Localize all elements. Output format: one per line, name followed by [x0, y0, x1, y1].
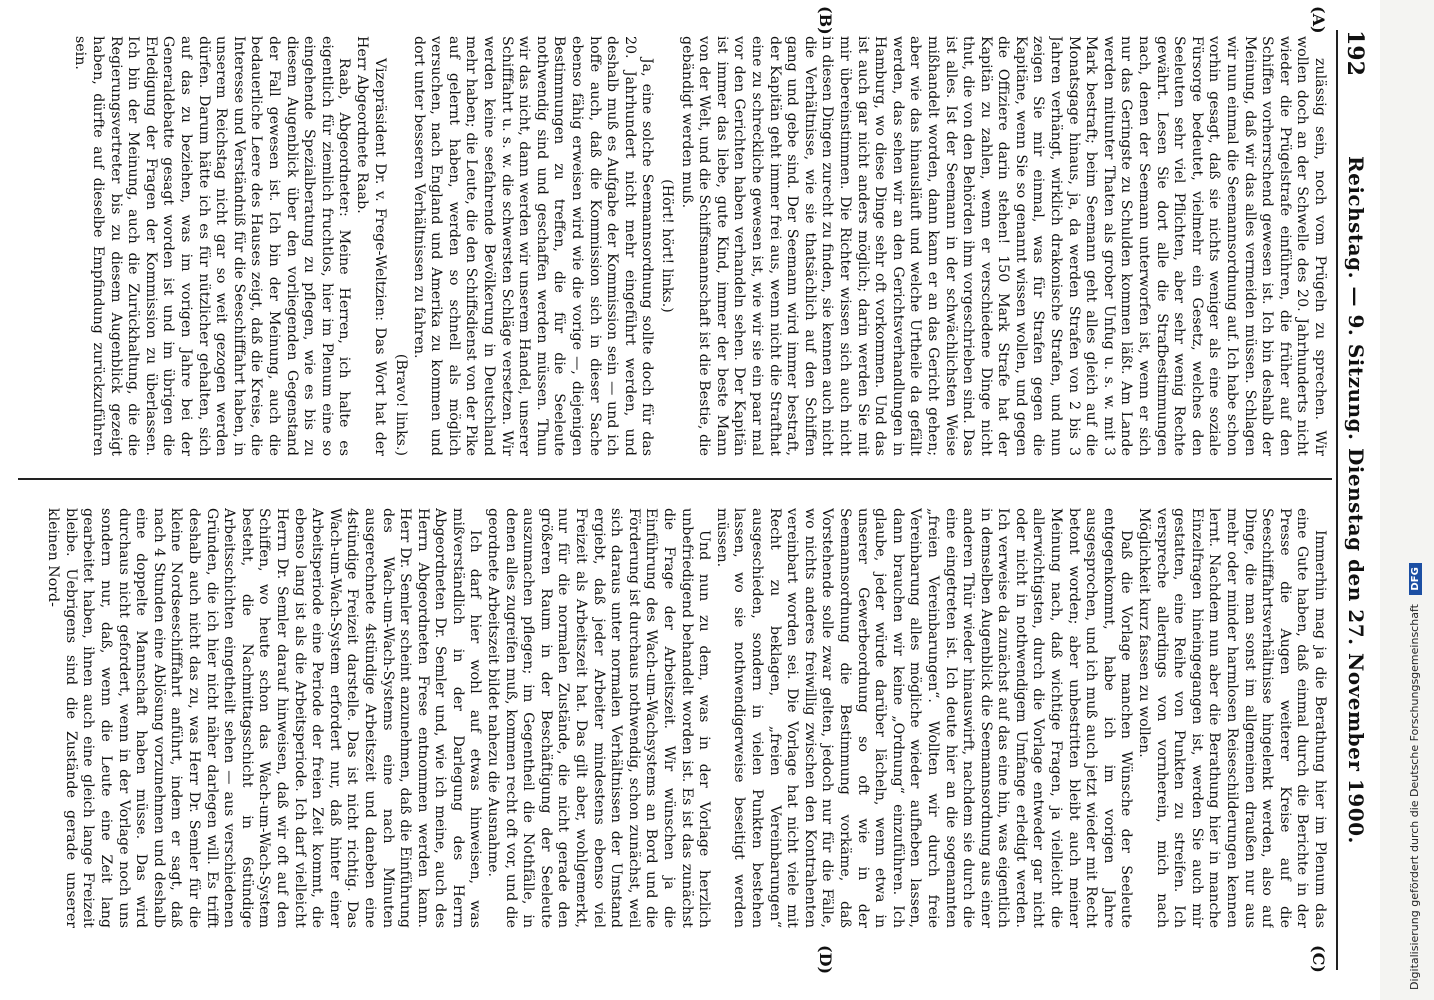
speaker-paragraph: Raab, Abgeordneter: Meine Herren, ich halte es eigentlich für ziemlich fruchtlos, hier im Plenum eine so eingehende Spezialberatung zu pflegen, wie es bis zu diesem Augenblick über den vorliegenden Gegenstand der Fall gewesen ist. Ich bin der Meinung, auch die bedauerliche Leere des Hauses zeigt, daß die Kreise, die Interesse und Verständniß für die Seeschifffahrt haben, in unserem Reichstag nicht gar so weit gezogen werden dürfen. Darum hätte ich es für nützlicher gehalten, sich auf das zu beziehen, was im vorigen Jahre bei der Generaldebatte gesagt worden ist und im übrigen die Erledigung der Fragen der Kommission zu überlassen. Ich bin der Meinung, auch die Zurückhaltung, die die Regierungsvertreter bis zu diesem Augenblick gezeigt haben, dürfte auf dieselbe Empfindung zurückzuführen sein.	[72, 36, 353, 456]
margin-letter-d: (D)	[816, 945, 835, 975]
right-text-column	[16, 508, 1328, 928]
speaker-paragraph: Vizepräsident Dr. v. Frege-Weltzien: Das Wort hat der Herr Abgeordnete Raab.	[353, 36, 388, 456]
interjection: (Bravo! links.)	[393, 353, 410, 456]
paragraph: zulässig sein, noch vom Prügeln zu sprechen. Wir wollen doch an der Schwelle des 20. Jahrhunderts nicht wieder die Prügelstrafe einführen, die früher auf den Schiffen vorherrschend gewesen ist. Ich bin deshalb der Meinung, daß wir das alles vermeiden müssen. Schlagen wir nun einmal die Seemannsordnung auf. Ich habe schon vorhin gesagt, daß sie nichts weniger als eine soziale Fürsorge bedeutet, vielmehr ein Gesetz, welches den Seeleuten sehr viel Pflichten, aber sehr wenig Rechte gewährt. Lesen Sie dort alle die Strafbestimmungen nach, denen der Seemann unterworfen ist, wenn er sich nur das Geringste zu Schulden kommen läßt. Am Lande werden mitunter Thaten als grober Unfug u. s. w. mit 3 Mark bestraft; beim Seemann geht alles gleich auf die Monatsgage hinaus, ja, da werden Strafen von 2 bis 3 Jahren verhängt, wirklich drakonische Strafen, und nun zeigen Sie mir einmal, was für Strafen gegen die Kapitäne, wenn Sie so genannt wissen wollen, und gegen die Offiziere darin stehen! 150 Mark Strafe hat der Kapitän zu zahlen, wenn er verschiedene Dinge nicht thut, die von den Behörden ihm vorgeschrieben sind. Das ist alles. Ist der Seemann in der schwächlichsten Weise mißhandelt worden, dann kann er an das Gericht gehen; aber wie das hinausläuft und welche Urtheile da gefällt werden, das sehen wir an den Gerichtsverhandlungen in Hamburg, wo diese Dinge sehr oft vorkommen. Und das ist auch gar nicht anders möglich; darin werden Sie mit mir übereinstimmen. Die Richter wissen sich auch nicht in diesen Dingen zurecht zu finden, sie kennen auch nicht die Verhältnisse, wie sie thatsächlich auf den Schiffen gang und gebe sind. Der Seemann wird immer bestraft, der Kapitän geht immer frei aus, wenn nicht die Strafthat eine zu schreckliche gewesen ist, wie wir sie ein paar mal vor den Gerichten haben verhandeln sehen. Der Kapitän ist immer das liebe, gute Kind, immer der beste Mann von der Welt, und die Schiffsmannschaft ist die Bestie, die gebändigt werden muß.	[678, 36, 1328, 456]
paragraph: Daß die Vorlage manchen Wünsche der Seeleute entgegenkommt, habe ich im vorigen Jahre ausgesprochen, und ich muß auch jetzt wieder mit Recht betont worden; aber unbestritten bleibt auch meiner Meinung nach, daß wichtige Fragen, ja vielleicht die allerwichtigsten, durch die Vorlage entweder gar nicht oder nicht in nothwendigem Umfange erledigt werden. Ich verweise da zunächst auf das eine hin, was eigentlich in demselben Augenblick die Seemannsordnung aus einer anderen Thür wieder hinauswirft, nachdem sie durch die eine eingetreten ist. Ich deute hier an die sogenannten „freien Vereinbarungen“. Wollten wir durch freie Vereinbarung alles mögliche wieder aufheben lassen, dann brauchen wir keine „Ordnung“ einzuführen. Ich glaube, jeder würde darüber lächeln, wenn etwa in unserer Gewerbeordnung so oft wie in der Seemannsordnung die Bestimmung vorkäme, daß Vorstehende solle zwar gelten, jedoch nur für die Fälle, wo nichts anderes freiwillig zwischen den Kontrahenten vereinbart worden sei. Die Vorlage hat nicht viele mit Recht zu beklagen, „freien Vereinbarungen“ ausgeschieden, sondern in vielen Punkten bestehen lassen, wo sie nothwendigerweise beseitigt werden müssen.	[713, 508, 1135, 928]
paragraph: Ich darf hier wohl auf etwas hinweisen, was mißverständlich in der Darlegung des Herrn Abgeordneten Dr. Semler und, wie ich meine, auch des Herrn Abgeordneten Frese entnommen werden kann. Herr Dr. Semler scheint anzunehmen, daß die Einführung des Wach-um-Wach-Systems eine nach Minuten ausgerechnete 4stündige Arbeitszeit und daneben eine 4stündige Freizeit darstelle. Das ist nicht richtig. Das Wach-um-Wach-System erfordert nur, daß hinter einer Arbeitsperiode eine Periode der freien Zeit kommt, die ebenso lang ist als die Arbeitsperiode. Ich darf vielleicht Herrn Dr. Semler darauf hinweisen, daß wir oft auf den Schiffen, wo heute schon das Wach-um-Wach-System besteht, die Nachmittagsschicht in 6stündige Arbeitsschichten eingetheilt sehen — aus verschiedenen Gründen, die ich hier nicht näher darlegen will. Es trifft deshalb auch nicht das zu, was Herr Dr. Semler für die kleine Nordseeschifffahrt anführt, indem er sagt, daß nach 4 Stunden eine Ablösung vorzunehmen und deshalb eine doppelte Mannschaft haben müsse. Das wird durchaus nicht gefordert, wenn in der Vorlage noch uns sondern nur, daß, wenn die Leute eine Zeit lang gearbeitet haben, ihnen auch eine gleich lange Freizeit bleibe. Uebrigens sind die Zustände gerade unserer kleinen Nord-	[45, 508, 484, 928]
column-divider	[18, 478, 1332, 480]
footer-strip	[1396, 0, 1434, 1000]
dfg-logo: DFG	[1409, 563, 1422, 594]
margin-letter-c: (C)	[1309, 945, 1328, 973]
paragraph: Immerhin mag ja die Berathung hier im Plenum das eine Gute haben, daß einmal durch die Berichte in der Presse die Augen weiterer Kreise auf die Seeschifffahrtsverhältnisse hingelenkt werden, also auf Dinge, die man sonst im allgemeinen draußen nur aus mehr oder minder harmlosen Reiseschilderungen kennen lernt. Nachdem nun aber die Berathung hier in manche Einzelfragen hineingegangen ist, werden Sie auch mir gestatten, eine Reihe von Punkten zu streifen. Ich verspreche allerdings von vornherein, mich nach Möglichkeit kurz fassen zu wollen.	[1136, 508, 1328, 928]
funding-credit	[1408, 563, 1422, 990]
running-head: Reichstag. — 9. Sitzung. Dienstag den 27. November 1900.	[1344, 155, 1368, 844]
left-text-column	[16, 36, 1328, 456]
credit-text: Digitalisierung gefördert durch die Deutsche Forschungsgemeinschaft	[1408, 604, 1421, 990]
interjection: (Hört! hört! links.)	[659, 179, 676, 313]
margin-letter-a: (A)	[1309, 6, 1328, 34]
paragraph: Und nun zu dem, was in der Vorlage herzlich unbefriedigend behandelt worden ist. Es ist das zunächst die Frage der Arbeitszeit. Wir wünschen ja die Einführung des Wach-um-Wachsystems an Bord und die Förderung ist durchaus nothwendig, schon zunächst, weil sich daraus unter normalen Verhältnissen der Umstand ergiebt, daß jeder Arbeiter mindestens ebenso viel Freizeit als Arbeitszeit hat. Das gilt aber, wohlgemerkt, nur für die normalen Zustände, die nicht gerade den größeren Raum in der Beschäftigung der Seeleute auszumachen pflegen; im Gegentheil die Nothfälle, in denen alles zugreifen muß, kommen recht oft vor, und die geordnete Arbeitszeit bildet nahezu die Ausnahme.	[485, 508, 713, 928]
margin-letter-b: (B)	[816, 6, 835, 35]
paragraph: Ja, eine solche Seemannsordnung sollte doch für das 20. Jahrhundert nicht mehr eingeführt werden, und deshalb muß es Aufgabe der Kommission sein — und ich hoffe auch, daß die Kommission sich in dieser Sache ebenso fähig erweisen wird wie die vorige —, diejenigen Bestimmungen zu treffen, die für die Seeleute nothwendig sind und geschaffen werden müssen. Thun wir das nicht, dann werden wir unserem Handel, unserer Schifffahrt u. s. w. die schwersten Schläge versetzen. Wir werden keine seefahrende Bevölkerung in Deutschland mehr haben; die Leute, die den Schiffsdienst von der Pike auf gelernt haben, werden so schnell als möglich versuchen, nach England und Amerika zu kommen und dort unter besseren Verhältnissen zu fahren.	[410, 36, 656, 456]
page-header	[1336, 30, 1372, 970]
page-number: 192	[1342, 30, 1368, 76]
